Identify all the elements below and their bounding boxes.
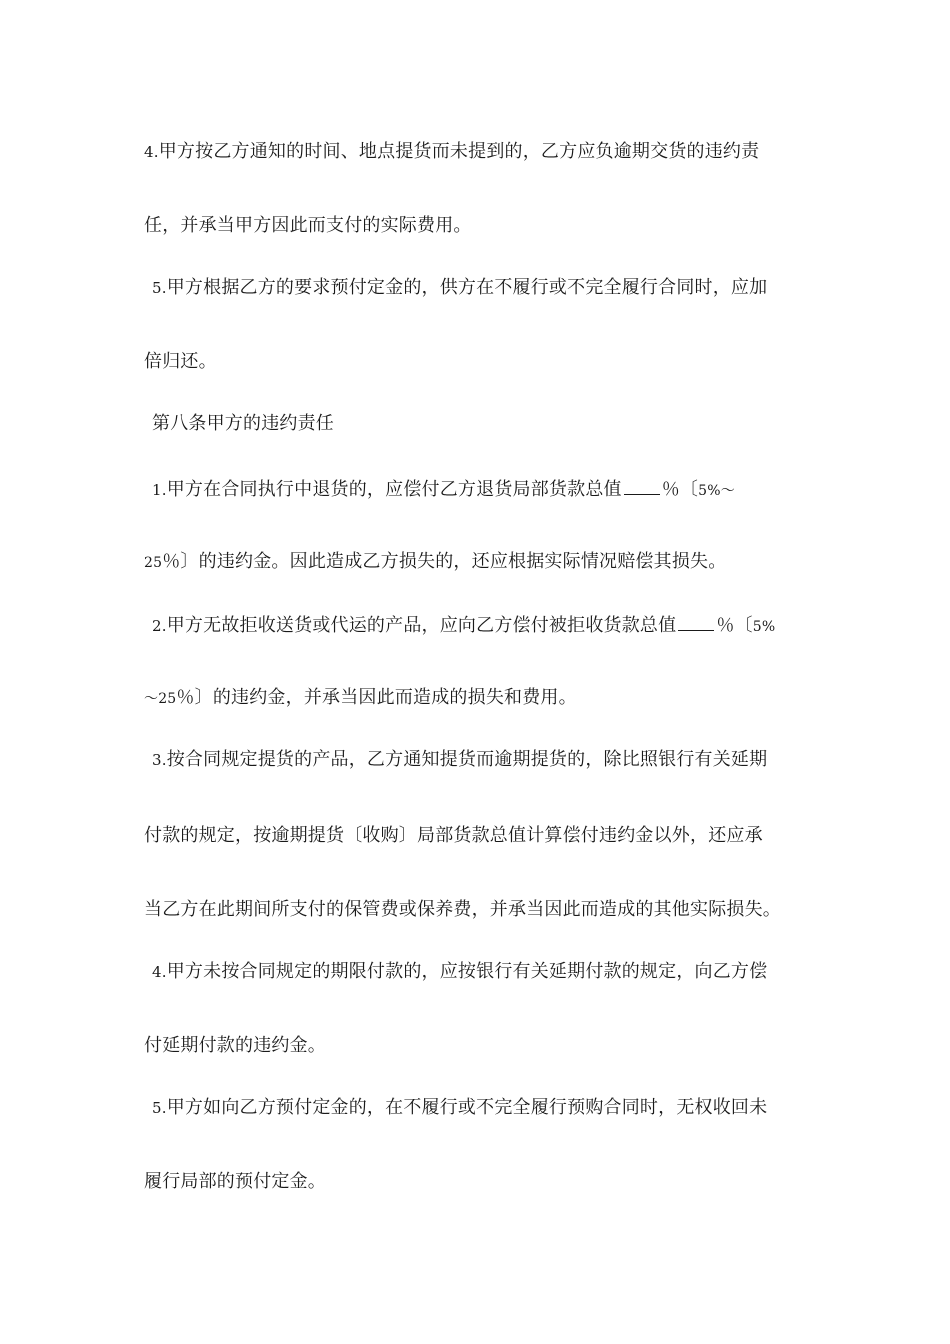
paragraph-line bbox=[152, 1096, 822, 1120]
line-text: 25 bbox=[144, 555, 163, 571]
line-text: 履行局部的预付定金。 bbox=[144, 1171, 326, 1192]
line-text: ％〔 bbox=[716, 615, 753, 636]
paragraph-line bbox=[144, 350, 814, 374]
line-text: ％〕的违约金，并承当因此而造成的损失和费用。 bbox=[176, 687, 577, 708]
paragraph-line bbox=[152, 748, 822, 772]
item-number: 3. bbox=[152, 751, 167, 769]
line-text: 甲方根据乙方的要求预付定金的，供方在不履行或不完全履行合同时，应加 bbox=[166, 277, 768, 298]
line-text: 甲方未按合同规定的期限付款的，应按银行有关延期付款的规定，向乙方偿 bbox=[166, 961, 768, 982]
heading-text: 第八条甲方的违约责任 bbox=[152, 413, 334, 434]
line-text: 倍归还。 bbox=[144, 351, 217, 372]
line-text: 付款的规定，按逾期提货〔收购〕局部货款总值计算偿付违约金以外，还应承 bbox=[144, 825, 763, 846]
line-text: 5% bbox=[752, 619, 776, 635]
paragraph-line bbox=[152, 612, 822, 639]
section-heading bbox=[152, 412, 822, 436]
line-text: 当乙方在此期间所支付的保管费或保养费，并承当因此而造成的其他实际损失。 bbox=[144, 899, 781, 920]
line-text: 甲方按乙方通知的时间、地点提货而未提到的，乙方应负逾期交货的违约责 bbox=[158, 141, 760, 162]
line-text: ％〔 bbox=[661, 479, 699, 500]
item-number: 4. bbox=[152, 963, 167, 981]
line-text: 按合同规定提货的产品，乙方通知提货而逾期提货的，除比照银行有关延期 bbox=[166, 749, 768, 770]
item-number: 1. bbox=[152, 481, 167, 499]
item-number: 4. bbox=[144, 143, 159, 161]
fill-in-blank bbox=[624, 476, 660, 495]
paragraph-line bbox=[144, 686, 814, 711]
paragraph-line bbox=[152, 276, 822, 300]
item-number: 5. bbox=[152, 1099, 167, 1117]
line-text: 甲方无故拒收送货或代运的产品，应向乙方偿付被拒收货款总值 bbox=[166, 615, 677, 636]
line-text: 甲方在合同执行中退货的，应偿付乙方退货局部货款总值 bbox=[166, 479, 622, 500]
paragraph-line bbox=[144, 1034, 814, 1058]
line-text: ～25 bbox=[144, 691, 177, 707]
paragraph-line bbox=[144, 140, 814, 164]
line-text: 付延期付款的违约金。 bbox=[144, 1035, 326, 1056]
line-text: 任，并承当甲方因此而支付的实际费用。 bbox=[144, 215, 472, 236]
paragraph-line bbox=[152, 476, 822, 503]
paragraph-line bbox=[144, 898, 814, 922]
paragraph-line bbox=[152, 960, 822, 984]
paragraph-line bbox=[144, 214, 814, 238]
item-number: 2. bbox=[152, 617, 167, 635]
fill-in-blank bbox=[678, 612, 714, 631]
paragraph-line bbox=[144, 1170, 814, 1194]
line-text: 5%～ bbox=[698, 483, 735, 499]
item-number: 5. bbox=[152, 279, 167, 297]
line-text: 甲方如向乙方预付定金的，在不履行或不完全履行预购合同时，无权收回未 bbox=[166, 1097, 768, 1118]
line-text: ％〕的违约金。因此造成乙方损失的，还应根据实际情况赔偿其损失。 bbox=[162, 551, 727, 572]
paragraph-line bbox=[144, 824, 814, 848]
paragraph-line bbox=[144, 550, 814, 575]
